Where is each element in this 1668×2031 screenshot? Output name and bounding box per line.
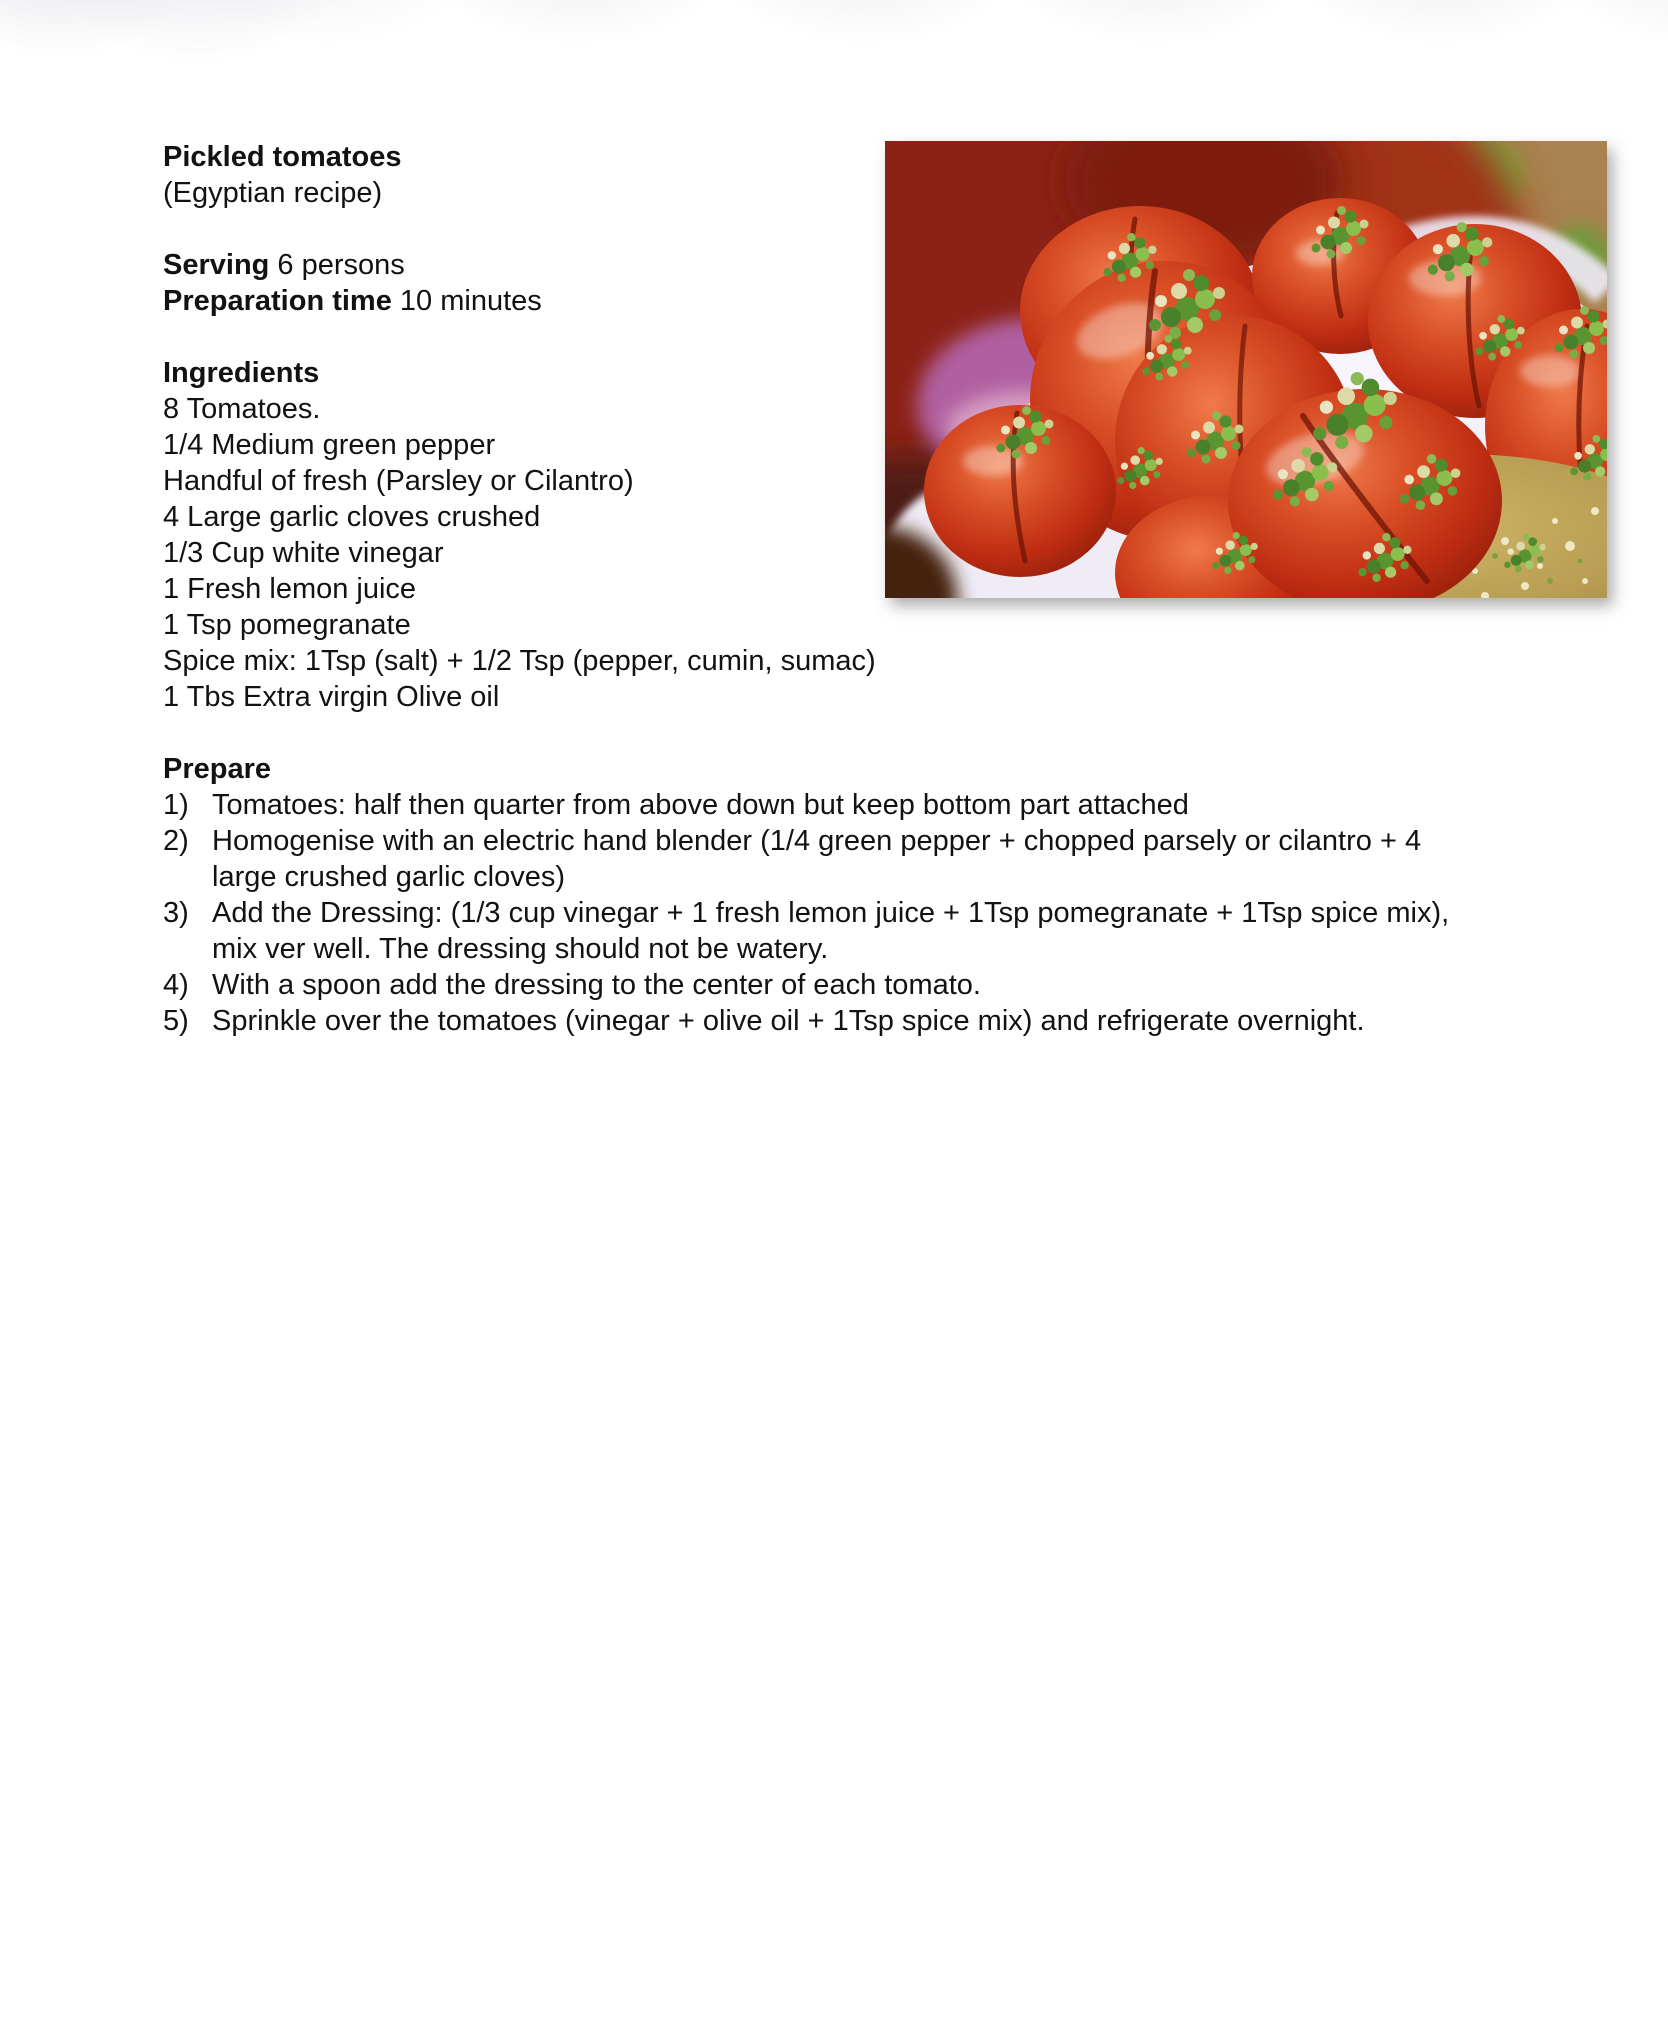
step-text: Tomatoes: half then quarter from above down but keep bottom part attached (212, 789, 1189, 821)
step-number: 3) (163, 897, 189, 929)
ingredient-line: 1/4 Medium green pepper (163, 429, 496, 461)
recipe-photo-illustration (885, 141, 1607, 598)
step-number: 5) (163, 1005, 189, 1037)
ingredient-line: 1 Fresh lemon juice (163, 573, 417, 605)
step-number: 1) (163, 789, 189, 821)
ingredient-line: 1 Tsp pomegranate (163, 609, 411, 641)
page-title: Pickled tomatoes (163, 141, 402, 173)
recipe-photo (885, 141, 1607, 598)
step-text: Sprinkle over the tomatoes (vinegar + olive oil + 1Tsp spice mix) and refrigerate overnight. (212, 1005, 1365, 1037)
ingredients-heading: Ingredients (163, 357, 320, 389)
top-edge-blur-decoration (0, 0, 1668, 140)
step-number: 2) (163, 825, 189, 857)
step-text: Add the Dressing: (1/3 cup vinegar + 1 fresh lemon juice + 1Tsp pomegranate + 1Tsp spice mix), mix ver well. The dressing should not be watery. (212, 897, 1450, 965)
page-subtitle: (Egyptian recipe) (163, 177, 383, 209)
prepare-step (163, 895, 1555, 967)
ingredient-line: Spice mix: 1Tsp (salt) + 1/2 Tsp (pepper, cumin, sumac) (163, 645, 876, 677)
step-text: Homogenise with an electric hand blender (1/4 green pepper + chopped parsely or cilantro + 4 large crushed garlic cloves) (212, 825, 1422, 893)
ingredient-line: 1/3 Cup white vinegar (163, 537, 444, 569)
meta-value: 10 minutes (391, 285, 542, 317)
prepare-heading: Prepare (163, 753, 272, 785)
step-number: 4) (163, 969, 189, 1001)
prepare-step (163, 787, 1555, 823)
ingredient-line: Handful of fresh (Parsley or Cilantro) (163, 465, 634, 497)
ingredient-line: 4 Large garlic cloves crushed (163, 501, 541, 533)
prepare-steps (163, 787, 1555, 1039)
meta-label: Serving (163, 249, 270, 281)
prepare-step (163, 823, 1555, 895)
prepare-step (163, 1003, 1555, 1039)
ingredient-line: 8 Tomatoes. (163, 393, 321, 425)
step-text: With a spoon add the dressing to the center of each tomato. (212, 969, 981, 1001)
prepare-step (163, 967, 1555, 1003)
meta-value: 6 persons (269, 249, 405, 281)
ingredient-line: 1 Tbs Extra virgin Olive oil (163, 681, 500, 713)
meta-label: Preparation time (163, 285, 392, 317)
